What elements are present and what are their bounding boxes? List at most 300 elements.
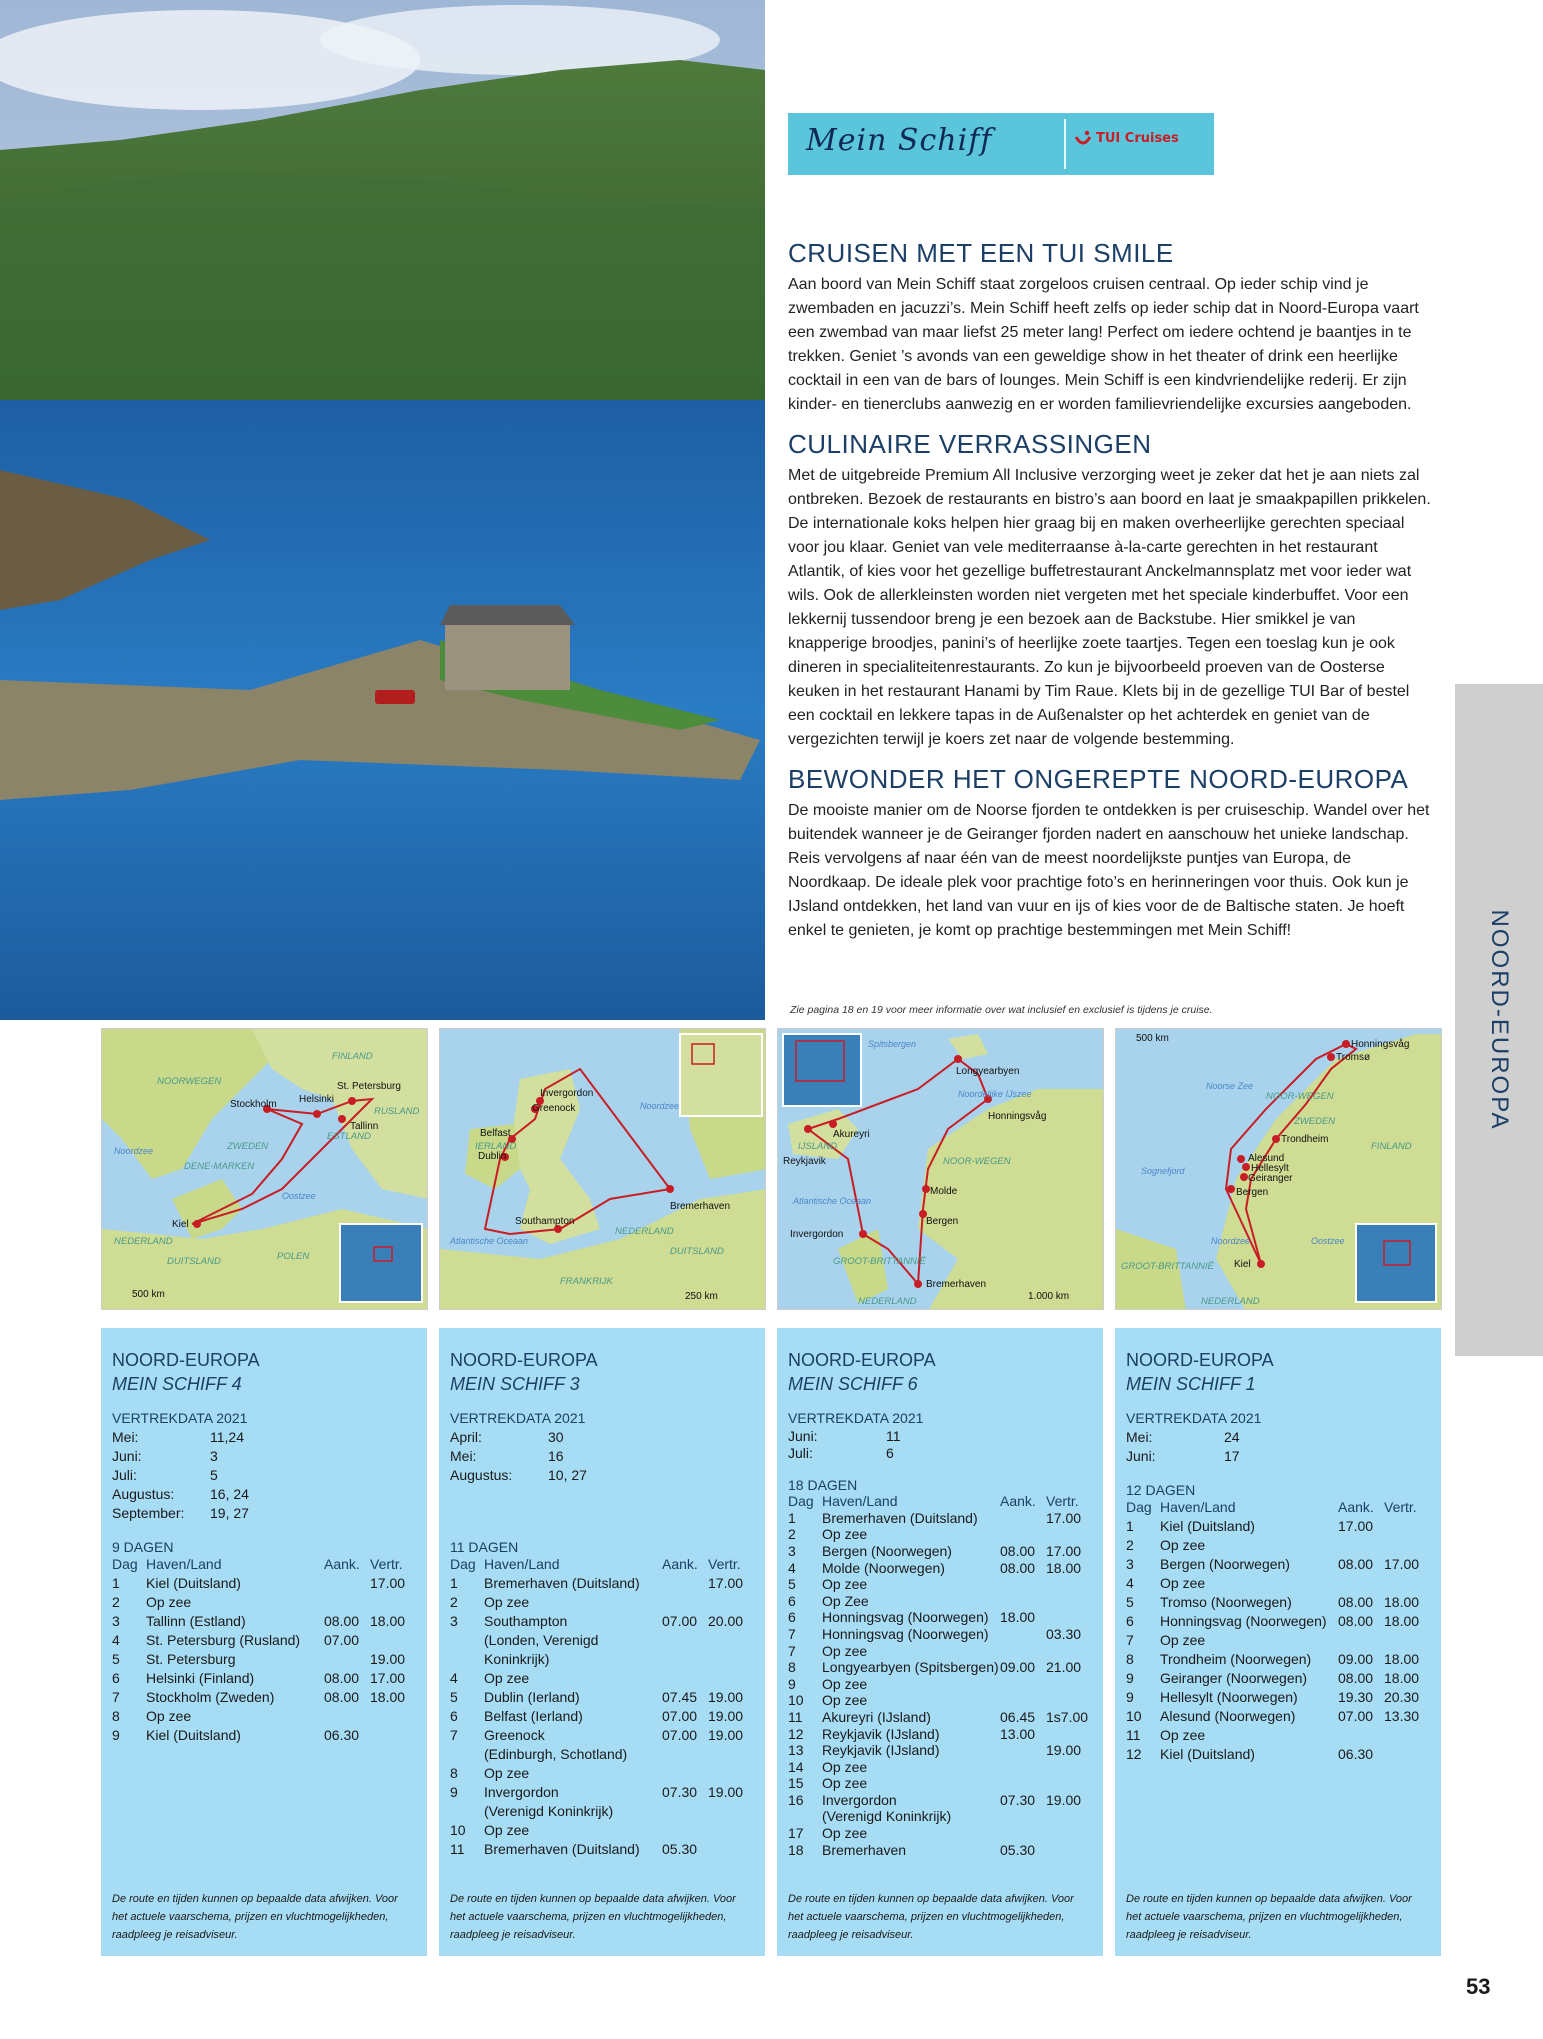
itinerary-day: 11 bbox=[788, 1708, 803, 1725]
itinerary-card bbox=[439, 1328, 765, 1956]
itinerary-departure: 18.00 bbox=[1384, 1670, 1420, 1686]
itinerary-port: Greenock bbox=[484, 1727, 545, 1743]
article-text bbox=[788, 238, 1433, 955]
section-title: CRUISEN MET EEN TUI SMILE bbox=[788, 238, 1174, 268]
itinerary-arrival bbox=[1338, 1726, 1384, 1745]
logo-divider bbox=[1064, 119, 1066, 169]
departure-dates-header: VERTREKDATA 2021 bbox=[112, 1410, 248, 1426]
itinerary-arrival: 08.00 bbox=[324, 1613, 360, 1629]
itinerary-day: 6 bbox=[788, 1609, 796, 1626]
itinerary-port: Op zee bbox=[146, 1708, 192, 1724]
map-country-label: GROOT-BRITTANNIË bbox=[833, 1256, 926, 1267]
itinerary-departure: 19.00 bbox=[1046, 1742, 1082, 1759]
itinerary-departure: 1s7.00 bbox=[1046, 1708, 1089, 1725]
departure-dates-table bbox=[788, 1428, 901, 1461]
itinerary-departure bbox=[1046, 1576, 1092, 1593]
map-country-label: FRANKRIJK bbox=[560, 1276, 613, 1287]
route-map-mein-schiff-4 bbox=[101, 1028, 428, 1310]
itinerary-day: 4 bbox=[112, 1632, 120, 1648]
itinerary-day: 3 bbox=[450, 1613, 458, 1629]
itinerary-row bbox=[1126, 1631, 1430, 1650]
itinerary-day: 2 bbox=[450, 1594, 458, 1610]
mein-schiff-logo-banner bbox=[788, 113, 1214, 175]
itinerary-arrival: 09.00 bbox=[1000, 1659, 1036, 1676]
itinerary-row bbox=[788, 1825, 1092, 1842]
itinerary-port: Alesund (Noorwegen) bbox=[1160, 1708, 1296, 1724]
itinerary-departure: 18.00 bbox=[1046, 1559, 1082, 1576]
itinerary-day: 2 bbox=[112, 1594, 120, 1610]
map-port-label: Bremerhaven bbox=[926, 1279, 987, 1290]
itinerary-departure bbox=[1384, 1574, 1430, 1593]
itinerary-day: 1 bbox=[788, 1509, 796, 1526]
itinerary-arrival bbox=[662, 1745, 708, 1764]
departure-date-row bbox=[112, 1485, 249, 1504]
page-number: 53 bbox=[1466, 1974, 1491, 1999]
itinerary-day bbox=[450, 1802, 484, 1821]
footnote: Zie pagina 18 en 19 voor meer informatie over wat inclusief en exclusief is tijdens je cruise. bbox=[790, 1004, 1213, 1016]
itinerary-port: Op zee bbox=[1160, 1632, 1206, 1648]
map-country-label: POLEN bbox=[277, 1251, 310, 1262]
itinerary-arrival bbox=[1338, 1536, 1384, 1555]
map-country-label: FINLAND bbox=[1371, 1141, 1412, 1152]
itinerary-day: 5 bbox=[1126, 1594, 1134, 1610]
itinerary-port: Op zee bbox=[822, 1675, 868, 1692]
hero-photo-fjord bbox=[0, 0, 765, 1020]
map-sea-label: Atlantische Oceaan bbox=[793, 1196, 872, 1206]
map-country-label: DUITSLAND bbox=[670, 1246, 724, 1257]
itinerary-departure: 19.00 bbox=[708, 1689, 744, 1705]
itinerary-port: (Edinburgh, Schotland) bbox=[484, 1746, 628, 1762]
itinerary-port: Bremerhaven (Duitsland) bbox=[822, 1509, 978, 1526]
map-port-label: St. Petersburg bbox=[337, 1081, 401, 1092]
itinerary-header-row bbox=[450, 1555, 754, 1574]
itinerary-day: 7 bbox=[1126, 1632, 1134, 1648]
map-port-label: Akureyri bbox=[833, 1129, 870, 1140]
itinerary-departure bbox=[708, 1840, 754, 1859]
departure-dates-table bbox=[112, 1428, 249, 1523]
departure-month: April: bbox=[450, 1429, 482, 1445]
itinerary-arrival bbox=[662, 1764, 708, 1783]
itinerary-row bbox=[112, 1574, 416, 1593]
itinerary-arrival: 17.00 bbox=[1338, 1518, 1374, 1534]
itinerary-port: Op zee bbox=[484, 1765, 530, 1781]
departure-month: Mei: bbox=[1126, 1429, 1153, 1445]
map-port-label: Honningsvåg bbox=[988, 1111, 1047, 1122]
departure-days: 19, 27 bbox=[210, 1505, 249, 1521]
itinerary-row bbox=[788, 1560, 1092, 1577]
itinerary-day: 7 bbox=[788, 1642, 796, 1659]
itinerary-departure: 19.00 bbox=[708, 1708, 744, 1724]
itinerary-row bbox=[788, 1576, 1092, 1593]
map-port-label: Reykjavik bbox=[783, 1156, 826, 1167]
departure-date-row bbox=[112, 1428, 249, 1447]
map-country-label: NOOR-WEGEN bbox=[943, 1156, 1011, 1167]
itinerary-day: 8 bbox=[788, 1659, 796, 1676]
itinerary-departure bbox=[1384, 1517, 1430, 1536]
departure-dates-header: VERTREKDATA 2021 bbox=[788, 1410, 924, 1426]
departure-month: Juli: bbox=[112, 1467, 137, 1483]
map-port-label: Longyearbyen bbox=[956, 1066, 1020, 1077]
card-ship: MEIN SCHIFF 4 bbox=[112, 1374, 242, 1394]
itinerary-departure bbox=[1046, 1825, 1092, 1842]
itinerary-row bbox=[112, 1612, 416, 1631]
itinerary-row bbox=[112, 1631, 416, 1650]
map-sea-label: Noordelijke IJszee bbox=[958, 1089, 1032, 1099]
itinerary-day: 6 bbox=[1126, 1613, 1134, 1629]
map-country-label: NOOR-WEGEN bbox=[1266, 1091, 1334, 1102]
itinerary-arrival: 07.00 bbox=[662, 1613, 698, 1629]
itinerary-column-header: Haven/Land bbox=[484, 1556, 560, 1572]
itinerary-departure: 17.00 bbox=[1046, 1542, 1082, 1559]
itinerary-departure bbox=[708, 1821, 754, 1840]
itinerary-column-header: Vertr. bbox=[1384, 1499, 1417, 1515]
map-port-label: Greenock bbox=[532, 1103, 576, 1114]
itinerary-port: Bremerhaven bbox=[822, 1841, 907, 1858]
itinerary-departure: 17.00 bbox=[370, 1575, 406, 1591]
itinerary-port: Kiel (Duitsland) bbox=[146, 1727, 241, 1743]
itinerary-port: Op zee bbox=[484, 1822, 530, 1838]
departure-month: September: bbox=[112, 1505, 185, 1521]
itinerary-day: 7 bbox=[788, 1625, 796, 1642]
map-scale: 250 km bbox=[685, 1291, 718, 1302]
itinerary-row bbox=[788, 1808, 1092, 1825]
itinerary-port: Stockholm (Zweden) bbox=[146, 1689, 275, 1705]
itinerary-port: St. Petersburg (Rusland) bbox=[146, 1632, 301, 1648]
itinerary-table bbox=[1126, 1498, 1430, 1764]
itinerary-departure bbox=[1046, 1726, 1092, 1743]
itinerary-arrival bbox=[662, 1821, 708, 1840]
itinerary-day: 4 bbox=[450, 1670, 458, 1686]
itinerary-row bbox=[450, 1707, 754, 1726]
itinerary-port: Op zee bbox=[1160, 1727, 1206, 1743]
itinerary-day: 4 bbox=[788, 1559, 796, 1576]
departure-date-row bbox=[112, 1466, 249, 1485]
itinerary-table bbox=[112, 1555, 416, 1745]
map-port-label: Tromsø bbox=[1336, 1052, 1371, 1063]
itinerary-column-header: Haven/Land bbox=[822, 1493, 898, 1510]
itinerary-departure bbox=[1384, 1726, 1430, 1745]
map-country-label: ZWEDEN bbox=[1294, 1116, 1336, 1127]
itinerary-row bbox=[788, 1593, 1092, 1610]
map-sea-label: Sognefjord bbox=[1141, 1166, 1185, 1176]
itinerary-row bbox=[788, 1526, 1092, 1543]
itinerary-row bbox=[1126, 1707, 1430, 1726]
itinerary-port: Op zee bbox=[484, 1670, 530, 1686]
itinerary-column-header: Aank. bbox=[662, 1556, 698, 1572]
itinerary-row bbox=[788, 1709, 1092, 1726]
itinerary-day: 10 bbox=[450, 1822, 466, 1838]
departure-date-row bbox=[112, 1504, 249, 1523]
itinerary-departure: 19.00 bbox=[708, 1784, 744, 1800]
itinerary-departure: 13.30 bbox=[1384, 1708, 1420, 1724]
itinerary-arrival: 08.00 bbox=[324, 1689, 360, 1705]
itinerary-departure: 21.00 bbox=[1046, 1659, 1082, 1676]
itinerary-day: 5 bbox=[450, 1689, 458, 1705]
itinerary-departure: 18.00 bbox=[1384, 1613, 1420, 1629]
itinerary-day: 18 bbox=[788, 1841, 804, 1858]
trip-duration: 11 DAGEN bbox=[450, 1539, 519, 1555]
itinerary-day: 11 bbox=[1126, 1727, 1141, 1743]
card-title: NOORD-EUROPA bbox=[788, 1350, 936, 1370]
itinerary-port: Op zee bbox=[484, 1594, 530, 1610]
itinerary-row bbox=[450, 1631, 754, 1669]
itinerary-arrival: 07.00 bbox=[662, 1727, 698, 1743]
itinerary-day: 10 bbox=[1126, 1708, 1142, 1724]
itinerary-day: 2 bbox=[1126, 1537, 1134, 1553]
map-country-label: NEDERLAND bbox=[1201, 1296, 1260, 1307]
itinerary-port: Akureyri (IJsland) bbox=[822, 1708, 931, 1725]
map-sea-label: Noordzee bbox=[114, 1146, 154, 1156]
itinerary-port: Op zee bbox=[822, 1526, 868, 1543]
map-port-label: Southampton bbox=[515, 1216, 575, 1227]
itinerary-departure: 18.00 bbox=[370, 1689, 406, 1705]
itinerary-departure: 17.00 bbox=[708, 1575, 744, 1591]
map-port-label: Bergen bbox=[1236, 1187, 1269, 1198]
itinerary-arrival bbox=[1000, 1759, 1046, 1776]
itinerary-arrival bbox=[1000, 1742, 1046, 1759]
itinerary-arrival: 07.00 bbox=[324, 1632, 360, 1648]
route-map-mein-schiff-1 bbox=[1115, 1028, 1442, 1310]
itinerary-day: 12 bbox=[1126, 1746, 1142, 1762]
itinerary-day: 10 bbox=[788, 1692, 804, 1709]
itinerary-departure bbox=[1046, 1609, 1092, 1626]
itinerary-arrival bbox=[1000, 1808, 1046, 1825]
itinerary-header-row bbox=[788, 1493, 1092, 1510]
itinerary-column-header: Dag bbox=[112, 1556, 138, 1572]
departure-days: 10, 27 bbox=[548, 1467, 587, 1483]
itinerary-arrival bbox=[324, 1650, 370, 1669]
itinerary-departure: 17.00 bbox=[1046, 1509, 1082, 1526]
itinerary-arrival bbox=[1000, 1775, 1046, 1792]
itinerary-port: Op zee bbox=[1160, 1537, 1206, 1553]
map-country-label: FINLAND bbox=[332, 1051, 373, 1062]
map-scale: 500 km bbox=[132, 1289, 165, 1300]
card-ship: MEIN SCHIFF 3 bbox=[450, 1374, 580, 1394]
itinerary-port: Bergen (Noorwegen) bbox=[1160, 1556, 1290, 1572]
itinerary-arrival bbox=[1000, 1593, 1046, 1610]
itinerary-row bbox=[788, 1626, 1092, 1643]
itinerary-port: St. Petersburg bbox=[146, 1651, 236, 1667]
itinerary-departure bbox=[1046, 1526, 1092, 1543]
card-disclaimer: De route en tijden kunnen op bepaalde data afwijken. Voor het actuele vaarschema, prijzen en vluchtmogelijkheden, raadpleeg je reisadviseur. bbox=[112, 1893, 398, 1941]
departure-dates-header: VERTREKDATA 2021 bbox=[450, 1410, 586, 1426]
card-disclaimer: De route en tijden kunnen op bepaalde data afwijken. Voor het actuele vaarschema, prijzen en vluchtmogelijkheden, raadpleeg je reisadviseur. bbox=[1126, 1893, 1412, 1941]
itinerary-arrival bbox=[1000, 1576, 1046, 1593]
itinerary-port: Longyearbyen (Spitsbergen) bbox=[822, 1659, 999, 1676]
itinerary-arrival bbox=[324, 1593, 370, 1612]
itinerary-arrival: 18.00 bbox=[1000, 1609, 1036, 1626]
map-country-label: NOORWEGEN bbox=[157, 1076, 222, 1087]
card-title: NOORD-EUROPA bbox=[1126, 1350, 1274, 1370]
itinerary-arrival: 08.00 bbox=[1338, 1594, 1374, 1610]
departure-month: Juni: bbox=[788, 1428, 818, 1444]
itinerary-departure bbox=[1046, 1692, 1092, 1709]
map-sea-label: Noordzee bbox=[640, 1101, 680, 1111]
itinerary-arrival bbox=[1000, 1676, 1046, 1693]
itinerary-day: 9 bbox=[112, 1727, 120, 1743]
itinerary-row bbox=[112, 1707, 416, 1726]
itinerary-row bbox=[788, 1726, 1092, 1743]
departure-days: 3 bbox=[210, 1448, 218, 1464]
itinerary-departure bbox=[1046, 1593, 1092, 1610]
tui-cruises-logo: TUI Cruises bbox=[1096, 131, 1179, 146]
itinerary-port: Honningsvag (Noorwegen) bbox=[1160, 1613, 1327, 1629]
itinerary-day: 9 bbox=[1126, 1689, 1134, 1705]
itinerary-row bbox=[788, 1676, 1092, 1693]
map-country-label: RUSLAND bbox=[374, 1106, 420, 1117]
itinerary-row bbox=[1126, 1726, 1430, 1745]
itinerary-departure: 18.00 bbox=[370, 1613, 406, 1629]
itinerary-row bbox=[112, 1650, 416, 1669]
trip-duration: 12 DAGEN bbox=[1126, 1482, 1196, 1498]
card-disclaimer: De route en tijden kunnen op bepaalde data afwijken. Voor het actuele vaarschema, prijzen en vluchtmogelijkheden, raadpleeg je reisadviseur. bbox=[788, 1893, 1074, 1941]
itinerary-arrival: 07.00 bbox=[662, 1708, 698, 1724]
map-port-label: Geiranger bbox=[1248, 1173, 1293, 1184]
itinerary-port: Geiranger (Noorwegen) bbox=[1160, 1670, 1308, 1686]
itinerary-departure: 18.00 bbox=[1384, 1651, 1420, 1667]
itinerary-arrival: 08.00 bbox=[1338, 1556, 1374, 1572]
section-body: Aan boord van Mein Schiff staat zorgeloos cruisen centraal. Op ieder schip vind je zwembaden en jacuzzi’s. Mein Schiff heeft zelfs op ieder schip dat in Noord-Europa vaart een zwembad van maar liefst 25 meter lang! Perfect om iedere ochtend je baantjes in te trekken. Geniet ’s avonds van een geweldige show in het theater of drink een heerlijke cocktail in een van de bars of lounges. Mein Schiff is een kindvriendelijke rederij. Er zijn kinder- en tienerclubs aanwezig en er worden familievriendelijke excursies aangeboden. bbox=[788, 276, 1419, 413]
itinerary-day: 11 bbox=[450, 1841, 465, 1857]
departure-date-row bbox=[1126, 1447, 1240, 1466]
itinerary-port: Op zee bbox=[822, 1825, 868, 1842]
itinerary-departure bbox=[1384, 1631, 1430, 1650]
itinerary-arrival bbox=[1000, 1825, 1046, 1842]
itinerary-column-header: Haven/Land bbox=[146, 1556, 222, 1572]
mein-schiff-logo: Mein Schiff bbox=[806, 123, 993, 158]
itinerary-port: Molde (Noorwegen) bbox=[822, 1559, 945, 1576]
itinerary-row bbox=[1126, 1745, 1430, 1764]
map-port-label: Kiel bbox=[172, 1219, 189, 1230]
itinerary-day: 8 bbox=[450, 1765, 458, 1781]
itinerary-day: 1 bbox=[112, 1575, 120, 1591]
itinerary-day: 5 bbox=[112, 1651, 120, 1667]
departure-days: 5 bbox=[210, 1467, 218, 1483]
map-country-label: IJSLAND bbox=[798, 1141, 838, 1152]
itinerary-row bbox=[788, 1510, 1092, 1527]
itinerary-row bbox=[112, 1688, 416, 1707]
itinerary-day: 14 bbox=[788, 1758, 804, 1775]
departure-days: 17 bbox=[1224, 1448, 1240, 1464]
map-country-label: DENE-MARKEN bbox=[184, 1161, 255, 1172]
itinerary-departure bbox=[1046, 1775, 1092, 1792]
itinerary-row bbox=[788, 1543, 1092, 1560]
itinerary-row bbox=[1126, 1612, 1430, 1631]
itinerary-arrival bbox=[1338, 1574, 1384, 1593]
itinerary-arrival bbox=[1000, 1510, 1046, 1527]
itinerary-day: 9 bbox=[1126, 1670, 1134, 1686]
itinerary-row bbox=[788, 1842, 1092, 1859]
itinerary-day: 6 bbox=[112, 1670, 120, 1686]
itinerary-arrival: 08.00 bbox=[1338, 1670, 1374, 1686]
map-sea-label: Spitsbergen bbox=[868, 1039, 917, 1049]
itinerary-day bbox=[450, 1745, 484, 1764]
card-title: NOORD-EUROPA bbox=[450, 1350, 598, 1370]
itinerary-departure: 17.00 bbox=[370, 1670, 406, 1686]
map-port-label: Belfast bbox=[480, 1128, 511, 1139]
itinerary-row bbox=[112, 1726, 416, 1745]
map-port-label: Stockholm bbox=[230, 1099, 277, 1110]
map-country-label: GROOT-BRITTANNIË bbox=[1121, 1261, 1214, 1272]
itinerary-row bbox=[1126, 1593, 1430, 1612]
itinerary-departure: 19.00 bbox=[370, 1651, 406, 1667]
departure-date-row bbox=[1126, 1428, 1240, 1447]
itinerary-column-header: Aank. bbox=[324, 1556, 360, 1572]
itinerary-column-header: Dag bbox=[450, 1556, 476, 1572]
itinerary-port: Honningsvag (Noorwegen) bbox=[822, 1625, 989, 1642]
itinerary-port: Op zee bbox=[146, 1594, 192, 1610]
departure-days: 11 bbox=[886, 1428, 901, 1444]
trip-duration: 18 DAGEN bbox=[788, 1477, 858, 1494]
itinerary-arrival bbox=[324, 1574, 370, 1593]
itinerary-arrival: 05.30 bbox=[662, 1841, 698, 1857]
itinerary-day: 3 bbox=[788, 1542, 796, 1559]
itinerary-table bbox=[788, 1493, 1092, 1858]
map-country-label: ZWEDEN bbox=[227, 1141, 269, 1152]
card-disclaimer: De route en tijden kunnen op bepaalde data afwijken. Voor het actuele vaarschema, prijzen en vluchtmogelijkheden, raadpleeg je reisadviseur. bbox=[450, 1893, 736, 1941]
itinerary-port: Op zee bbox=[1160, 1575, 1206, 1591]
itinerary-row bbox=[788, 1759, 1092, 1776]
itinerary-departure bbox=[370, 1631, 416, 1650]
itinerary-day: 2 bbox=[788, 1526, 796, 1543]
itinerary-port: Bremerhaven (Duitsland) bbox=[484, 1841, 640, 1857]
departure-date-row bbox=[450, 1466, 587, 1485]
map-country-label: NEDERLAND bbox=[615, 1226, 674, 1237]
itinerary-row bbox=[788, 1692, 1092, 1709]
departure-month: Mei: bbox=[450, 1448, 477, 1464]
section-body: Met de uitgebreide Premium All Inclusive verzorging weet je zeker dat het je aan niets zal ontbreken. Bezoek de restaurants en bistro’s aan boord en laat je smaakpapillen prikkelen. De internationale koks helpen hier graag bij en maken overheerlijke gerechten speciaal voor jou klaar. Geniet van vele mediterraanse à-la-carte gerechten in het restaurant Atlantik, of kies voor het gezellige buffetrestaurant Anckelmannsplatz met voor ieder wat wils. Ook de allerkleinsten worden niet vergeten met het speciale kinderbuffet. Voor een lekkernij tussendoor breng je een bezoek aan de Backstube. Hier smikkel je van knapperige broodjes, panini’s of heerlijke zoete taartjes. Tegen een toeslag kun je ook dineren in specialiteitenrestaurants. Zo kun je bijvoorbeeld proeven van de Oosterse keuken in het restaurant Hanami by Tim Raue. Klets bij in de gezellige TUI Bar of bestel een cocktail en lekkere tapas in de Außenalster op het achterdek en geniet van de vergezichten terwijl je koers zet naar de volgende bestemming. bbox=[788, 467, 1431, 748]
itinerary-departure bbox=[1046, 1808, 1092, 1825]
departure-date-row bbox=[112, 1447, 249, 1466]
itinerary-port: Trondheim (Noorwegen) bbox=[1160, 1651, 1312, 1667]
map-sea-label: Oostzee bbox=[1311, 1236, 1345, 1246]
itinerary-day bbox=[788, 1808, 822, 1825]
itinerary-day: 15 bbox=[788, 1775, 804, 1792]
itinerary-table bbox=[450, 1555, 754, 1859]
itinerary-day bbox=[450, 1631, 484, 1669]
departure-dates-header: VERTREKDATA 2021 bbox=[1126, 1410, 1262, 1426]
section-body: De mooiste manier om de Noorse fjorden te ontdekken is per cruiseschip. Wandel over het buitendek wanneer je de Geiranger fjorden nadert en aanschouw het unieke landschap. Reis vervolgens af naar één van de meest noordelijkste puntjes van Europa, de Noordkaap. De ideale plek voor prachtige foto’s en herinneringen voor thuis. Ook kun je IJsland ontdekken, het land van vuur en ijs of kies voor de de Baltische staten. Je hoeft enkel te genieten, je komt op prachtige bestemmingen met Mein Schiff! bbox=[788, 802, 1430, 939]
itinerary-port: (Londen, Verenigd Koninkrijk) bbox=[484, 1632, 599, 1667]
itinerary-row bbox=[450, 1574, 754, 1593]
trip-duration: 9 DAGEN bbox=[112, 1539, 174, 1555]
map-port-label: Invergordon bbox=[540, 1088, 594, 1099]
itinerary-arrival: 05.30 bbox=[1000, 1841, 1036, 1858]
departure-date-row bbox=[450, 1428, 587, 1447]
itinerary-departure bbox=[708, 1764, 754, 1783]
map-port-label: Hellesylt bbox=[1251, 1163, 1289, 1174]
itinerary-row bbox=[450, 1783, 754, 1802]
tui-smile-icon bbox=[1074, 129, 1092, 151]
itinerary-arrival: 06.30 bbox=[1338, 1746, 1374, 1762]
itinerary-departure: 19.00 bbox=[708, 1727, 744, 1743]
itinerary-day: 7 bbox=[450, 1727, 458, 1743]
itinerary-day: 8 bbox=[112, 1708, 120, 1724]
itinerary-port: (Verenigd Koninkrijk) bbox=[484, 1803, 614, 1819]
itinerary-arrival bbox=[1000, 1643, 1046, 1660]
itinerary-departure bbox=[708, 1745, 754, 1764]
itinerary-day: 3 bbox=[1126, 1556, 1134, 1572]
itinerary-row bbox=[450, 1612, 754, 1631]
itinerary-arrival bbox=[1000, 1626, 1046, 1643]
departure-days: 30 bbox=[548, 1429, 564, 1445]
itinerary-port: Op zee bbox=[822, 1758, 868, 1775]
side-tab bbox=[1455, 684, 1543, 1356]
itinerary-departure: 19.00 bbox=[1046, 1791, 1082, 1808]
itinerary-departure: 18.00 bbox=[1384, 1594, 1420, 1610]
itinerary-port: Op Zee bbox=[822, 1592, 869, 1609]
section-title: CULINAIRE VERRASSINGEN bbox=[788, 429, 1152, 459]
